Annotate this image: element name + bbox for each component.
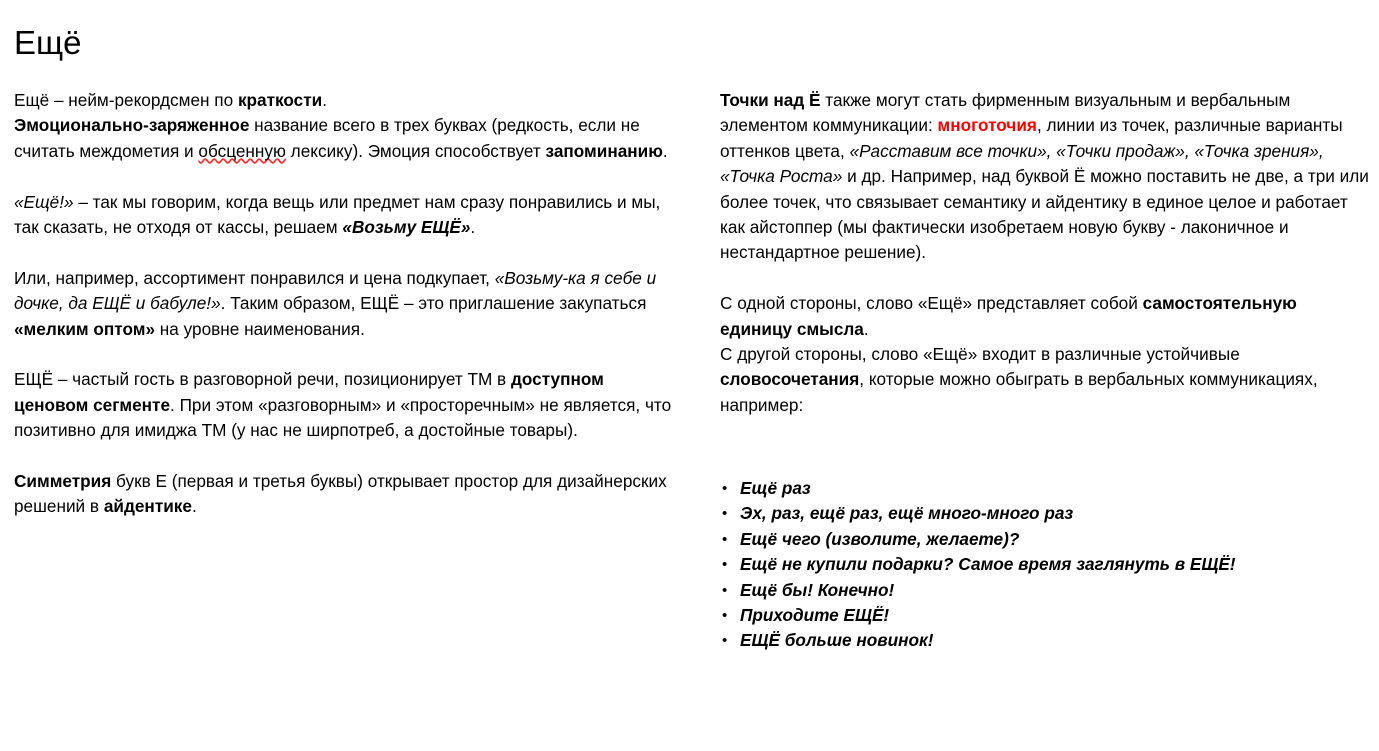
paragraph: «Ещё!» – так мы говорим, когда вещь или предмет нам сразу понравились и мы, так сказать, не отходя от кассы, решаем «Возьму ЕЩЁ».	[14, 191, 661, 238]
list-item	[720, 628, 1379, 653]
text-run-italic: «Расставим все точки», «Точки продаж», «Точка зрения», «Точка Роста»	[720, 140, 1324, 187]
bullet-icon: •	[722, 556, 728, 574]
list-item	[720, 501, 1379, 526]
list-item-label: Эх, раз, ещё раз, ещё много-много раз	[740, 503, 1074, 524]
phrase-bullet-list	[720, 476, 1379, 654]
list-item	[720, 578, 1379, 603]
bullet-icon: •	[722, 480, 728, 497]
text-run-bold: доступном ценовом сегменте	[14, 369, 604, 415]
paragraph: ЕЩЁ – частый гость в разговорной речи, позиционирует ТМ в доступном ценовом сегменте. При этом «разговорным» и «просторечным» не является, что позитивно для имиджа ТМ (у нас не ширпотреб, а достойные товары).	[14, 369, 672, 441]
text-run-italic: «Ещё!»	[14, 191, 74, 212]
list-item	[720, 552, 1379, 577]
paragraph: Симметрия букв Е (первая и третья буквы) открывает простор для дизайнерских решений в айдентике.	[14, 471, 667, 517]
list-item-label: Ещё чего (изволите, желаете)?	[740, 528, 1020, 549]
text-run-bold: айдентике	[103, 496, 192, 517]
text-run-bold: «мелким оптом»	[14, 318, 156, 339]
paragraph: Ещё – нейм-рекордсмен по краткости. Эмоционально-заряженное название всего в трех буквах (редкость, если не считать междометия и обсценную лексику). Эмоция способствует запоминанию.	[14, 90, 668, 161]
list-item-label: Ещё не купили подарки? Самое время заглянуть в ЕЩЁ!	[740, 554, 1236, 575]
bullet-icon: •	[722, 632, 728, 650]
list-item	[720, 476, 1379, 501]
text-run-bold-italic: «Возьму ЕЩЁ»	[342, 217, 471, 238]
list-item-label: Ещё раз	[740, 478, 811, 498]
bullet-icon: •	[722, 530, 728, 548]
list-item-label: ЕЩЁ больше новинок!	[740, 630, 934, 651]
bullet-icon: •	[722, 505, 728, 523]
text-run-bold: Точки над Ё	[720, 90, 821, 110]
bullet-icon: •	[722, 607, 728, 625]
text-run-red-bold: многоточия	[937, 115, 1037, 136]
page-title: Ещё	[14, 24, 82, 62]
list-item-label: Приходите ЕЩЁ!	[740, 605, 890, 626]
text-run-bold: самостоятельную единицу смысла	[720, 293, 1297, 339]
right-text-column	[720, 88, 1370, 418]
paragraph: С одной стороны, слово «Ещё» представляет собой самостоятельную единицу смысла. С другой стороны, слово «Ещё» входит в различные устойчивые словосочетания, которые можно обыграть в вербальных коммуникациях, например:	[720, 293, 1318, 415]
text-run-spellcheck: обсценную	[198, 140, 286, 161]
bullet-icon: •	[722, 581, 728, 599]
list-item	[720, 527, 1379, 552]
list-item	[720, 603, 1379, 628]
paragraph: Точки над Ё также могут стать фирменным визуальным и вербальным элементом коммуникации: многоточия, линии из точек, различные варианты оттенков цвета, «Расставим все точки», «Точки продаж», «Точка зрения», «Точка Роста» и др. Например, над буквой Ё можно поставить не две, а три или более точек, что связывает семантику и айдентику в единое целое и работает как айстоппер (мы фактически изобретаем новую букву - лаконичное и нестандартное решение).	[720, 90, 1369, 263]
text-run-bold: запоминанию	[545, 140, 663, 161]
text-run-bold: Эмоционально-заряженное	[14, 115, 250, 136]
paragraph: Или, например, ассортимент понравился и цена подкупает, «Возьму-ка я себе и дочке, да ЕЩЁ и бабуле!». Таким образом, ЕЩЁ – это приглашение закупаться «мелким оптом» на уровне наименования.	[14, 267, 657, 339]
text-run-italic: «Возьму-ка я себе и дочке, да ЕЩЁ и бабуле!»	[14, 267, 657, 314]
text-run-bold: словосочетания	[720, 369, 860, 390]
text-run-bold: краткости	[237, 90, 323, 110]
list-item-label: Ещё бы! Конечно!	[740, 579, 895, 600]
left-text-column	[14, 88, 674, 520]
text-run-bold: Симметрия	[14, 471, 112, 492]
